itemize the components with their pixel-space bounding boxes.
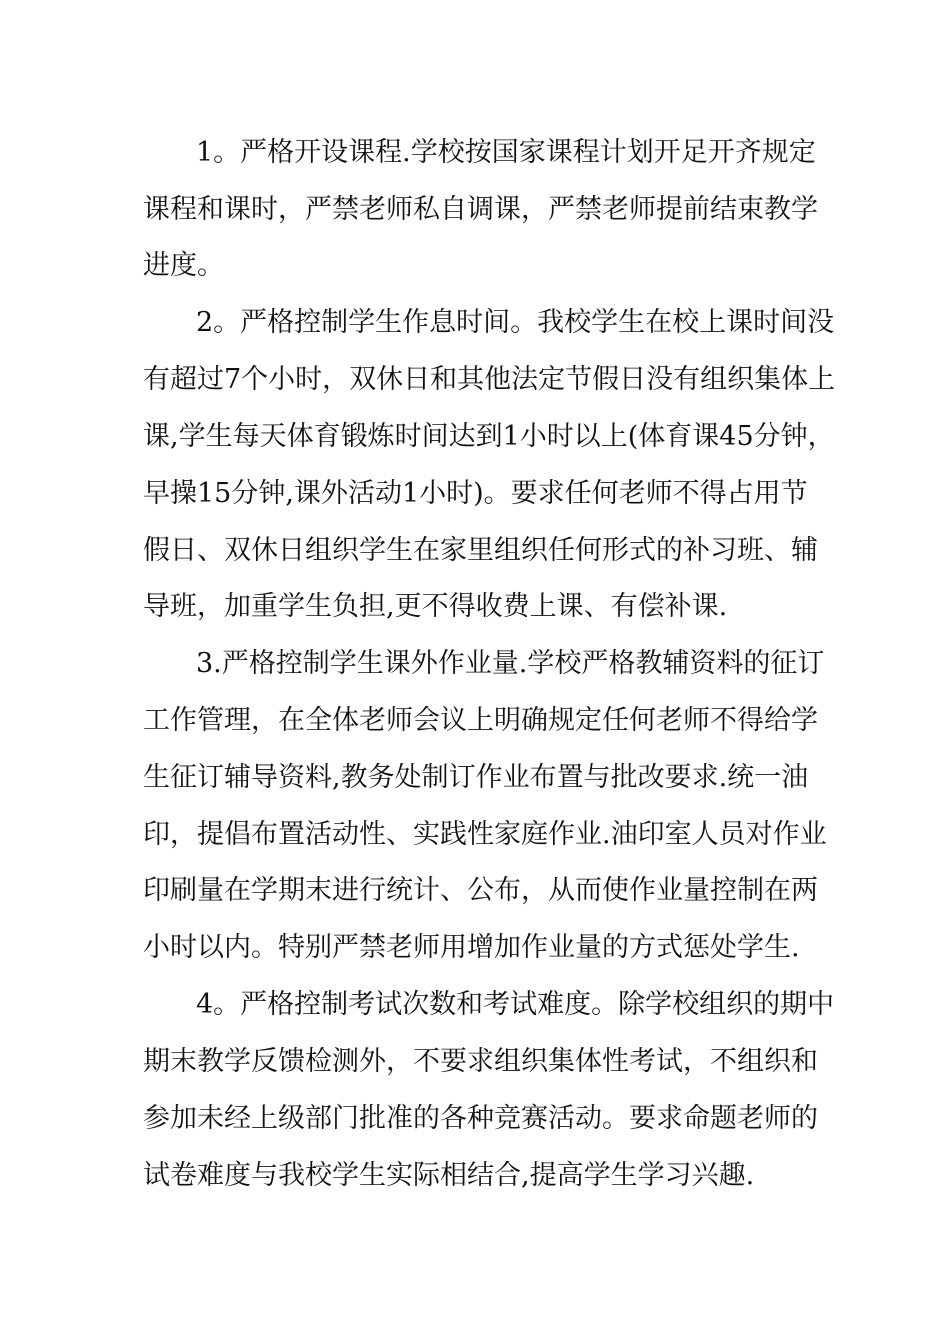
paragraph-4-line-1: 4。严格控制考试次数和考试难度。除学校组织的期中	[196, 989, 835, 1020]
paragraph-2-line-5: 假日、双休日组织学生在家里组织任何形式的补习班、辅	[143, 535, 818, 566]
paragraph-3-line-2: 工作管理，在全体老师会议上明确规定任何老师不得给学	[143, 705, 818, 736]
paragraph-1-line-2: 课程和课时，严禁老师私自调课，严禁老师提前结束教学	[143, 194, 818, 225]
paragraph-3-line-4: 印，提倡布置活动性、实践性家庭作业.油印室人员对作业	[143, 819, 827, 850]
paragraph-3-line-5: 印刷量在学期末进行统计、公布，从而使作业量控制在两	[143, 875, 818, 906]
paragraph-3-line-6: 小时以内。特别严禁老师用增加作业量的方式惩处学生.	[143, 932, 800, 963]
paragraph-3-line-3: 生征订辅导资料,教务处制订作业布置与批改要求.统一油	[143, 762, 809, 793]
paragraph-2-line-1: 2。严格控制学生作息时间。我校学生在校上课时间没	[196, 307, 835, 338]
paragraph-2-line-4: 早操15分钟,课外活动1小时)。要求任何老师不得占用节	[143, 478, 808, 509]
paragraph-4-line-3: 参加未经上级部门批准的各种竞赛活动。要求命题老师的	[143, 1103, 818, 1134]
paragraph-2-line-3: 课,学生每天体育锻炼时间达到1小时以上(体育课45分钟，	[143, 421, 835, 452]
paragraph-4-line-2: 期末教学反馈检测外，不要求组织集体性考试，不组织和	[143, 1046, 818, 1077]
paragraph-2-line-2: 有超过7个小时，双休日和其他法定节假日没有组织集体上	[143, 364, 836, 395]
paragraph-4-line-4: 试卷难度与我校学生实际相结合,提高学生学习兴趣.	[143, 1160, 755, 1191]
paragraph-1-line-3: 进度。	[143, 250, 224, 281]
paragraph-3-line-1: 3.严格控制学生课外作业量.学校严格教辅资料的征订	[196, 648, 825, 679]
paragraph-2-line-6: 导班，加重学生负担,更不得收费上课、有偿补课.	[143, 591, 728, 622]
paragraph-1-line-1: 1。严格开设课程.学校按国家课程计划开足开齐规定	[196, 137, 816, 168]
